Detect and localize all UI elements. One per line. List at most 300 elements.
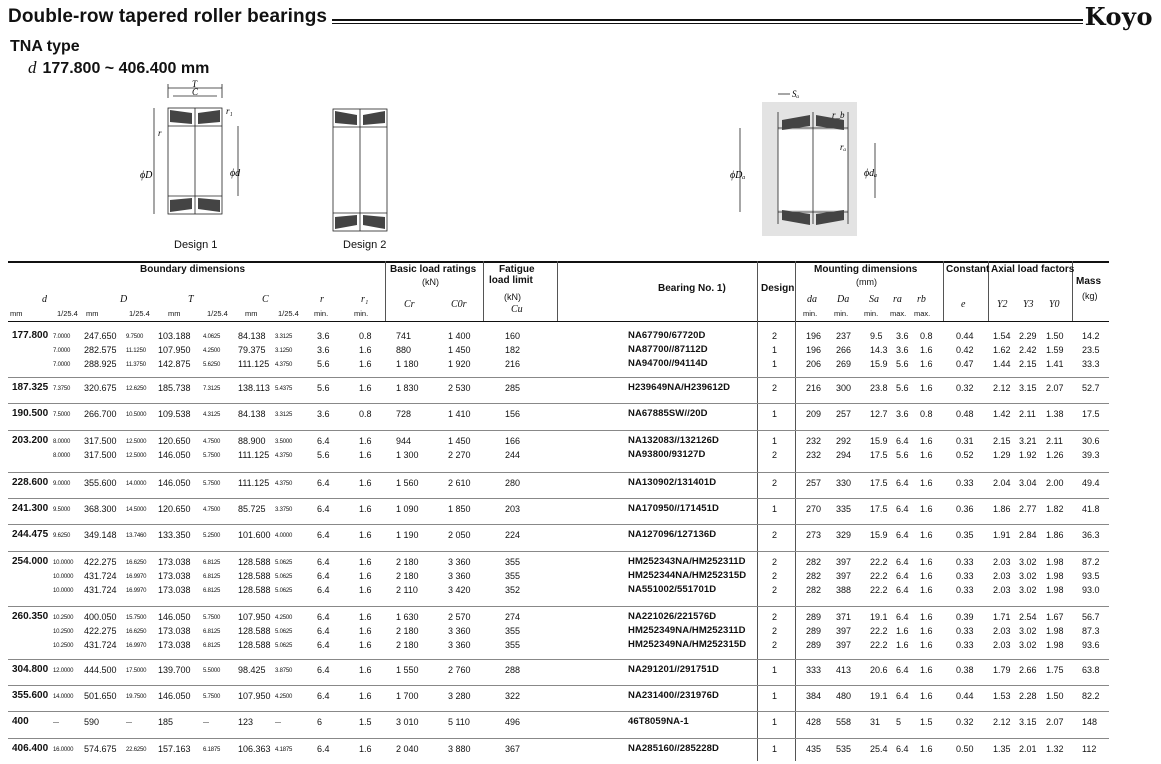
cell-r: 6.4 xyxy=(317,530,330,540)
design2-drawing xyxy=(325,105,395,235)
cell-Y2: 1.42 xyxy=(993,409,1011,419)
cell-C_in: 3.5000 xyxy=(275,439,293,445)
cell-r: 6.4 xyxy=(317,478,330,488)
cell-d_in: 8.0000 xyxy=(53,439,71,445)
group-divider xyxy=(8,498,1109,499)
cell-e: 0.52 xyxy=(956,450,974,460)
cell-r: 6.4 xyxy=(317,612,330,622)
sym-C: C xyxy=(262,294,269,305)
cell-Cu: 224 xyxy=(505,530,521,540)
sym-r1: r₁ xyxy=(361,294,369,305)
label-D: ϕD xyxy=(140,170,153,181)
cell-rb: 1.6 xyxy=(920,640,933,650)
cell-Y2: 1.79 xyxy=(993,665,1011,675)
cell-r1: 1.6 xyxy=(359,571,372,581)
cell-d_in: 9.6250 xyxy=(53,533,71,539)
cell-da: 282 xyxy=(806,585,822,595)
cell-T: 142.875 xyxy=(158,359,191,369)
cell-e: 0.32 xyxy=(956,717,974,727)
cell-Y0: 2.00 xyxy=(1046,478,1064,488)
cell-des: 1 xyxy=(772,345,778,355)
cell-Sa: 20.6 xyxy=(870,665,888,675)
hdr-constant: Constant xyxy=(946,264,990,275)
cell-Y0: 1.98 xyxy=(1046,557,1064,567)
cell-r: 6.4 xyxy=(317,571,330,581)
cell-Sa: 22.2 xyxy=(870,640,888,650)
cell-Cr: 1 550 xyxy=(396,665,419,675)
cell-Sa: 14.3 xyxy=(870,345,888,355)
cell-mass: 87.2 xyxy=(1082,557,1100,567)
cell-Y3: 3.02 xyxy=(1019,557,1037,567)
cell-da: 270 xyxy=(806,504,822,514)
cell-e: 0.48 xyxy=(956,409,974,419)
label-rb: r_b xyxy=(832,110,845,120)
cell-Y2: 2.12 xyxy=(993,383,1011,393)
cell-mass: 93.0 xyxy=(1082,585,1100,595)
cell-rb: 1.6 xyxy=(920,691,933,701)
cell-D: 422.275 xyxy=(84,557,117,567)
cell-C_in: 5.0625 xyxy=(275,574,293,580)
cell-D: 444.500 xyxy=(84,665,117,675)
cell-D: 431.724 xyxy=(84,640,117,650)
cell-d_in: 7.0000 xyxy=(53,362,71,368)
cell-C_in: 4.1875 xyxy=(275,747,293,753)
cell-r1: 1.6 xyxy=(359,640,372,650)
cell-T_in: 6.8125 xyxy=(203,588,221,594)
cell-Da: 397 xyxy=(836,640,852,650)
hdr-bearing-no: Bearing No. 1) xyxy=(658,283,726,294)
cell-mass: 49.4 xyxy=(1082,478,1100,488)
cell-Sa: 31 xyxy=(870,717,881,727)
sym-Cr: Cr xyxy=(404,299,415,310)
cell-da: 232 xyxy=(806,436,822,446)
bore-diameter: 241.300 xyxy=(12,503,49,514)
cell-rb: 1.6 xyxy=(920,383,933,393)
bore-diameter: 228.600 xyxy=(12,477,49,488)
cell-ra: 5.6 xyxy=(896,359,909,369)
label-Sa: Sₐ xyxy=(792,89,800,99)
group-divider xyxy=(8,472,1109,473)
cell-Cu: 285 xyxy=(505,383,521,393)
cell-r1: 1.6 xyxy=(359,345,372,355)
cell-d_in: 12.0000 xyxy=(53,668,74,674)
cell-mass: 33.3 xyxy=(1082,359,1100,369)
cell-r1: 1.6 xyxy=(359,744,372,754)
cell-T_in: 5.5000 xyxy=(203,668,221,674)
cell-Cr: 2 110 xyxy=(396,585,418,595)
cell-Y3: 2.29 xyxy=(1019,331,1037,341)
sym-Y0: Y0 xyxy=(1049,299,1060,310)
cell-D_in: 12.5000 xyxy=(126,453,147,459)
cell-Y2: 2.03 xyxy=(993,640,1011,650)
design2-caption: Design 2 xyxy=(343,239,387,251)
cell-r: 6.4 xyxy=(317,744,330,754)
cell-Y3: 2.11 xyxy=(1019,409,1036,419)
cell-T_in: 5.2500 xyxy=(203,533,221,539)
cell-D_in: 14.5000 xyxy=(126,507,147,513)
cell-C0r: 1 400 xyxy=(448,331,471,341)
label-r1: r₁ xyxy=(226,106,233,116)
cell-Cu: 160 xyxy=(505,331,521,341)
cell-D: 574.675 xyxy=(84,744,117,754)
cell-Cu: 274 xyxy=(505,612,521,622)
bore-diameter: 260.350 xyxy=(12,611,49,622)
cell-des: 2 xyxy=(772,640,778,650)
cell-C0r: 1 450 xyxy=(448,345,471,355)
cell-Cu: 280 xyxy=(505,478,521,488)
sym-C0r: C0r xyxy=(451,299,467,310)
cell-d_in: 7.0000 xyxy=(53,334,71,340)
cell-C_in: 4.3750 xyxy=(275,362,293,368)
cell-Y3: 3.02 xyxy=(1019,626,1037,636)
sep xyxy=(757,261,758,761)
unit-min: min. xyxy=(864,309,879,318)
cell-C: 128.588 xyxy=(238,640,271,650)
cell-Y3: 2.15 xyxy=(1019,359,1037,369)
cell-no: NA93800/93127D xyxy=(628,449,706,460)
cell-r: 6.4 xyxy=(317,557,330,567)
cell-T: 173.038 xyxy=(158,626,191,636)
cell-no: NA231400//231976D xyxy=(628,690,719,701)
group-divider xyxy=(8,738,1109,739)
cell-Da: 397 xyxy=(836,626,852,636)
cell-C: 85.725 xyxy=(238,504,266,514)
cell-Cu: 355 xyxy=(505,557,521,567)
cell-Y2: 2.03 xyxy=(993,557,1011,567)
cell-Cu: 322 xyxy=(505,691,521,701)
cell-e: 0.36 xyxy=(956,504,974,514)
cell-d_in: 9.5000 xyxy=(53,507,71,513)
sep xyxy=(557,261,558,321)
cell-des: 2 xyxy=(772,571,778,581)
cell-Y3: 2.42 xyxy=(1019,345,1037,355)
cell-da: 435 xyxy=(806,744,822,754)
cell-e: 0.31 xyxy=(956,436,974,446)
cell-D: 431.724 xyxy=(84,571,117,581)
cell-Cr: 2 180 xyxy=(396,557,419,567)
cell-D: 501.650 xyxy=(84,691,117,701)
sym-d: d xyxy=(42,294,47,305)
cell-e: 0.33 xyxy=(956,571,974,581)
cell-Sa: 22.2 xyxy=(870,626,888,636)
cell-D: 317.500 xyxy=(84,436,117,446)
hdr-mass: Mass xyxy=(1076,276,1102,287)
cell-mass: 87.3 xyxy=(1082,626,1100,636)
cell-r: 6.4 xyxy=(317,504,330,514)
bore-diameter: 244.475 xyxy=(12,529,49,540)
cell-d_in: 10.2500 xyxy=(53,643,74,649)
cell-ra: 5 xyxy=(896,717,902,727)
cell-Cu: 182 xyxy=(505,345,521,355)
cell-Y0: 2.07 xyxy=(1046,383,1064,393)
cell-r1: 1.6 xyxy=(359,359,372,369)
sym-Cu: Cu xyxy=(511,304,523,315)
sym-Da: Da xyxy=(837,294,850,305)
sym-Y3: Y3 xyxy=(1023,299,1034,310)
cell-rb: 1.6 xyxy=(920,665,933,675)
group-divider xyxy=(8,551,1109,552)
group-divider xyxy=(8,524,1109,525)
cell-Y0: 1.98 xyxy=(1046,626,1064,636)
bore-diameter: 254.000 xyxy=(12,556,49,567)
cell-Sa: 19.1 xyxy=(870,691,888,701)
cell-des: 1 xyxy=(772,359,778,369)
cell-D_in: 16.6250 xyxy=(126,629,147,635)
label-ra: rₐ xyxy=(840,142,847,152)
hdr-mass-unit: (kg) xyxy=(1082,291,1098,301)
cell-e: 0.33 xyxy=(956,640,974,650)
label-Da: ϕDₐ xyxy=(730,170,746,181)
cell-mass: 112 xyxy=(1082,744,1097,754)
cell-e: 0.47 xyxy=(956,359,974,369)
cell-C0r: 3 420 xyxy=(448,585,471,595)
cell-rb: 1.6 xyxy=(920,478,933,488)
cell-da: 196 xyxy=(806,345,822,355)
cell-C_in: 3.3125 xyxy=(275,334,293,340)
cell-mass: 30.6 xyxy=(1082,436,1100,446)
hdr-boundary: Boundary dimensions xyxy=(140,264,246,275)
cell-mass: 82.2 xyxy=(1082,691,1100,701)
cell-Sa: 23.8 xyxy=(870,383,888,393)
cell-Y3: 3.02 xyxy=(1019,585,1037,595)
cell-r1: 0.8 xyxy=(359,409,372,419)
cell-D_in: — xyxy=(126,720,132,726)
cell-e: 0.44 xyxy=(956,691,974,701)
sym-Y2: Y2 xyxy=(997,299,1008,310)
cell-r: 3.6 xyxy=(317,345,330,355)
cell-Da: 269 xyxy=(836,359,852,369)
hdr-basic-load-unit: (kN) xyxy=(422,277,439,287)
cell-des: 2 xyxy=(772,612,778,622)
cell-Cr: 2 040 xyxy=(396,744,419,754)
design1-drawing xyxy=(140,78,255,238)
cell-D: 400.050 xyxy=(84,612,117,622)
cell-d_in: 14.0000 xyxy=(53,694,74,700)
cell-T_in: 6.8125 xyxy=(203,560,221,566)
cell-Da: 335 xyxy=(836,504,852,514)
cell-Y2: 1.62 xyxy=(993,345,1011,355)
cell-Sa: 15.9 xyxy=(870,359,888,369)
cell-T_in: 5.6250 xyxy=(203,362,221,368)
cell-e: 0.33 xyxy=(956,478,974,488)
cell-T_in: 4.7500 xyxy=(203,507,221,513)
sep xyxy=(385,261,386,321)
cell-Y2: 1.35 xyxy=(993,744,1011,754)
cell-Y3: 3.15 xyxy=(1019,717,1037,727)
unit-min: min. xyxy=(834,309,849,318)
cell-T_in: 5.7500 xyxy=(203,694,221,700)
cell-C_in: — xyxy=(275,720,281,726)
cell-C: 79.375 xyxy=(238,345,266,355)
cell-rb: 1.6 xyxy=(920,530,933,540)
group-divider xyxy=(8,711,1109,712)
cell-Sa: 17.5 xyxy=(870,504,888,514)
cell-r: 6.4 xyxy=(317,691,330,701)
cell-r1: 1.6 xyxy=(359,530,372,540)
cell-da: 289 xyxy=(806,626,822,636)
cell-ra: 6.4 xyxy=(896,744,909,754)
cell-T_in: 5.7500 xyxy=(203,615,221,621)
page-title: Double-row tapered roller bearings xyxy=(8,6,328,27)
design1-caption: Design 1 xyxy=(174,239,218,251)
cell-C_in: 4.2500 xyxy=(275,694,293,700)
cell-mass: 93.5 xyxy=(1082,571,1100,581)
cell-C0r: 1 850 xyxy=(448,504,471,514)
cell-r: 6.4 xyxy=(317,436,330,446)
cell-C: 107.950 xyxy=(238,612,271,622)
cell-rb: 1.6 xyxy=(920,585,933,595)
cell-no: H239649NA/H239612D xyxy=(628,382,731,393)
cell-Sa: 17.5 xyxy=(870,478,888,488)
cell-T_in: 4.0625 xyxy=(203,334,221,340)
cell-Y2: 2.15 xyxy=(993,436,1011,446)
cell-Y2: 1.71 xyxy=(993,612,1011,622)
cell-D_in: 13.7460 xyxy=(126,533,147,539)
cell-r: 6.4 xyxy=(317,640,330,650)
cell-e: 0.38 xyxy=(956,665,974,675)
cell-no: HM252343NA/HM252311D xyxy=(628,556,746,567)
cell-des: 1 xyxy=(772,504,778,514)
cell-D: 422.275 xyxy=(84,626,117,636)
cell-Cu: 496 xyxy=(505,717,521,727)
cell-rb: 1.6 xyxy=(920,744,933,754)
cell-T: 157.163 xyxy=(158,744,191,754)
label-T: T xyxy=(192,79,198,89)
cell-Y3: 2.84 xyxy=(1019,530,1037,540)
unit-max: max. xyxy=(914,309,931,318)
cell-no: NA221026/221576D xyxy=(628,611,717,622)
cell-Y3: 3.04 xyxy=(1019,478,1037,488)
cell-Cu: 216 xyxy=(505,359,521,369)
cell-mass: 93.6 xyxy=(1082,640,1100,650)
unit-min: min. xyxy=(803,309,818,318)
cell-T: 173.038 xyxy=(158,640,191,650)
unit-in: 1/25.4 xyxy=(57,309,78,318)
cell-Sa: 22.2 xyxy=(870,585,888,595)
cell-Y2: 2.12 xyxy=(993,717,1011,727)
cell-d_in: 7.5000 xyxy=(53,412,71,418)
sym-Sa: Sa xyxy=(869,294,879,305)
sym-T: T xyxy=(188,294,194,305)
cell-da: 282 xyxy=(806,557,822,567)
range-symbol: d xyxy=(28,58,37,77)
cell-Cu: 156 xyxy=(505,409,521,419)
cell-no: NA127096/127136D xyxy=(628,529,717,540)
cell-C: 101.600 xyxy=(238,530,271,540)
cell-C_in: 3.1250 xyxy=(275,348,293,354)
cell-Y0: 1.98 xyxy=(1046,571,1064,581)
bore-diameter: 190.500 xyxy=(12,408,49,419)
cell-r1: 1.6 xyxy=(359,436,372,446)
cell-rb: 1.6 xyxy=(920,626,933,636)
cell-T_in: 6.8125 xyxy=(203,629,221,635)
cell-r1: 1.6 xyxy=(359,450,372,460)
cell-d_in: 7.3750 xyxy=(53,386,71,392)
cell-C0r: 2 050 xyxy=(448,530,471,540)
cell-Y0: 1.50 xyxy=(1046,331,1064,341)
cell-r1: 1.6 xyxy=(359,612,372,622)
cell-da: 257 xyxy=(806,478,822,488)
cell-T: 185.738 xyxy=(158,383,191,393)
cell-T_in: 5.7500 xyxy=(203,453,221,459)
cell-C: 128.588 xyxy=(238,571,271,581)
cell-D_in: 22.6250 xyxy=(126,747,147,753)
cell-T: 139.700 xyxy=(158,665,191,675)
cell-ra: 1.6 xyxy=(896,640,909,650)
cell-D_in: 19.7500 xyxy=(126,694,147,700)
cell-T_in: 6.8125 xyxy=(203,574,221,580)
cell-Cu: 355 xyxy=(505,626,521,636)
bore-diameter: 177.800 xyxy=(12,330,49,341)
unit-mm: mm xyxy=(10,309,23,318)
cell-d_in: 10.2500 xyxy=(53,615,74,621)
cell-C0r: 3 280 xyxy=(448,691,471,701)
cell-Da: 294 xyxy=(836,450,852,460)
cell-Y0: 2.11 xyxy=(1046,436,1063,446)
cell-ra: 6.4 xyxy=(896,530,909,540)
cell-r1: 1.6 xyxy=(359,504,372,514)
hdr-fatigue-2: load limit xyxy=(489,275,533,286)
cell-e: 0.32 xyxy=(956,383,974,393)
bore-diameter: 187.325 xyxy=(12,382,49,393)
cell-d_in: 10.0000 xyxy=(53,588,74,594)
unit-min: min. xyxy=(314,309,329,318)
cell-C_in: 5.0625 xyxy=(275,588,293,594)
cell-Da: 266 xyxy=(836,345,852,355)
cell-Y2: 1.29 xyxy=(993,450,1011,460)
cell-D_in: 16.9970 xyxy=(126,574,147,580)
cell-ra: 5.6 xyxy=(896,450,909,460)
cell-Cr: 2 180 xyxy=(396,640,419,650)
cell-Y0: 1.86 xyxy=(1046,530,1064,540)
cell-C0r: 2 610 xyxy=(448,478,471,488)
cell-no: NA291201//291751D xyxy=(628,664,719,675)
cell-ra: 6.4 xyxy=(896,478,909,488)
cell-Cu: 288 xyxy=(505,665,521,675)
cell-e: 0.35 xyxy=(956,530,974,540)
cell-Cr: 3 010 xyxy=(396,717,419,727)
brand-logo: Koyo xyxy=(1084,2,1153,31)
cell-rb: 1.6 xyxy=(920,571,933,581)
cell-r1: 0.8 xyxy=(359,331,372,341)
range-value: 177.800 ~ 406.400 mm xyxy=(42,60,210,77)
cell-C: 128.588 xyxy=(238,585,271,595)
hdr-basic-load: Basic load ratings xyxy=(390,264,477,275)
cell-D_in: 12.6250 xyxy=(126,386,147,392)
cell-D_in: 10.5000 xyxy=(126,412,147,418)
cell-T: 146.050 xyxy=(158,450,191,460)
cell-da: 273 xyxy=(806,530,822,540)
bore-diameter: 203.200 xyxy=(12,435,49,446)
cell-C0r: 2 530 xyxy=(448,383,471,393)
cell-Sa: 25.4 xyxy=(870,744,888,754)
cell-C: 111.125 xyxy=(238,359,270,369)
cell-Cr: 1 830 xyxy=(396,383,419,393)
cell-rb: 1.6 xyxy=(920,450,933,460)
cell-Y3: 2.54 xyxy=(1019,612,1037,622)
cell-D_in: 16.9970 xyxy=(126,588,147,594)
cell-rb: 1.6 xyxy=(920,612,933,622)
cell-Y2: 1.91 xyxy=(993,530,1011,540)
cell-des: 1 xyxy=(772,436,778,446)
cell-Y3: 2.01 xyxy=(1019,744,1037,754)
cell-D: 590 xyxy=(84,717,100,727)
cell-D_in: 14.0000 xyxy=(126,481,147,487)
cell-Cu: 355 xyxy=(505,640,521,650)
unit-min: min. xyxy=(354,309,369,318)
cell-no: NA87700//87112D xyxy=(628,344,708,355)
cell-C: 88.900 xyxy=(238,436,266,446)
